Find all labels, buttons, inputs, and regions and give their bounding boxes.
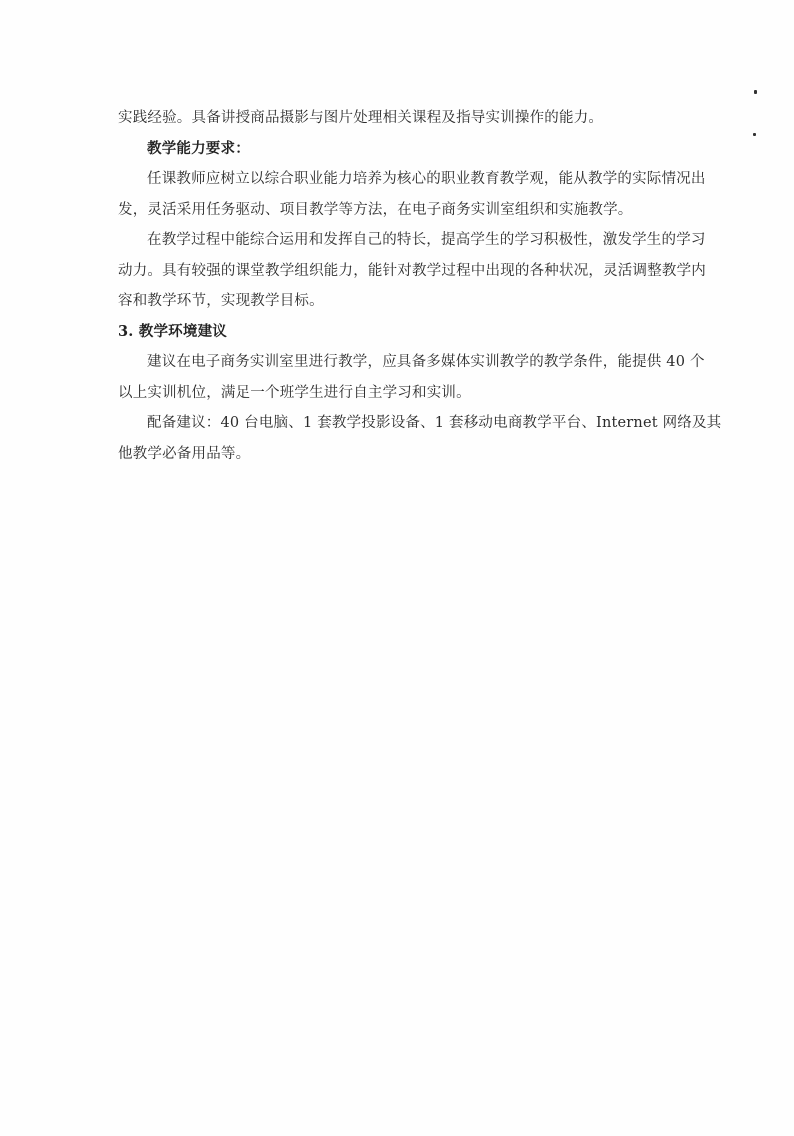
paragraph-line: 实践经验。具备讲授商品摄影与图片处理相关课程及指导实训操作的能力。 <box>118 110 604 126</box>
paragraph-line: 建议在电子商务实训室里进行教学，应具备多媒体实训教学的教学条件，能提供 40 个 <box>147 354 705 370</box>
paragraph-line: 发，灵活采用任务驱动、项目教学等方法，在电子商务实训室组织和实施教学。 <box>118 201 633 218</box>
paragraph-line: 配备建议：40 台电脑、1 套教学投影设备、1 套移动电商教学平台、Internet 网络及其 <box>147 415 722 431</box>
scan-mark-bottom <box>753 133 756 136</box>
document-body <box>118 103 722 469</box>
paragraph-line: 在教学过程中能综合运用和发挥自己的特长，提高学生的学习积极性，激发学生的学习 <box>147 232 706 248</box>
section-heading-environment: 3. 教学环境建议 <box>118 322 227 340</box>
paragraph-line: 动力。具有较强的课堂教学组织能力，能针对教学过程中出现的各种状况，灵活调整教学内 <box>118 262 706 279</box>
subheading-teaching-ability: 教学能力要求： <box>147 139 250 157</box>
paragraph-line: 以上实训机位，满足一个班学生进行自主学习和实训。 <box>118 384 471 401</box>
paragraph-line: 他教学必备用品等。 <box>118 445 251 462</box>
scan-mark-top <box>754 90 757 94</box>
paragraph-line: 容和教学环节，实现教学目标。 <box>118 293 324 309</box>
paragraph-line: 任课教师应树立以综合职业能力培养为核心的职业教育教学观，能从教学的实际情况出 <box>147 171 706 187</box>
